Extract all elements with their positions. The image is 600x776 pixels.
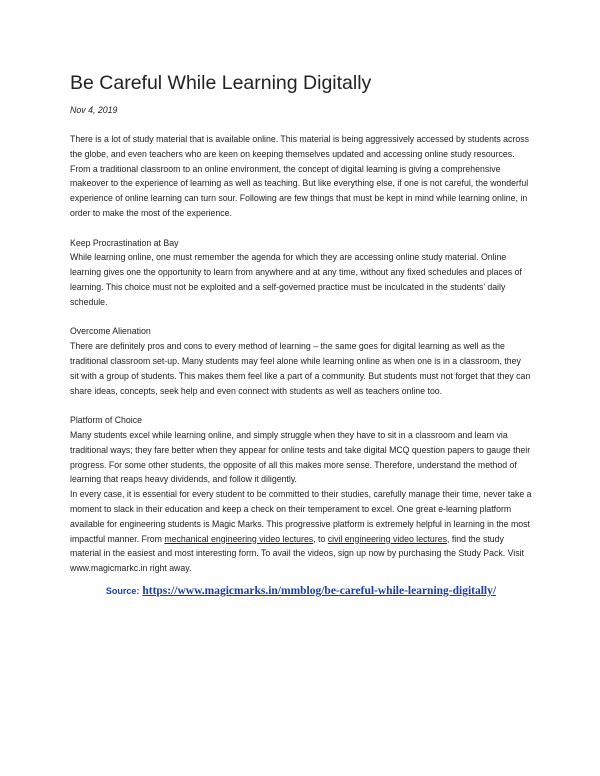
source-line (100, 585, 502, 597)
article-title: Be Careful While Learning Digitally (70, 72, 372, 94)
section-text-alienation: There are definitely pros and cons to every method of learning – the same goes for digital learning as well as the traditional classroom set-up. Many students may feel alone while learning online as when one is in a classroom, they sit with a group of students. This makes them feel like a part of a community. But students must not forget that they can share ideas, concepts, seek help and even connect with students as well as teachers online too. (70, 341, 531, 396)
civil-lectures-link[interactable]: civil engineering video lectures (327, 533, 447, 544)
section-heading-platform: Platform of Choice (70, 415, 142, 426)
section-text-platform: Many students excel while learning online, and simply struggle when they have to sit in a classroom and learn via traditional ways; they fare better when they appear for online tests and take digital MCQ question papers to gauge their progress. For some other students, the opposite of all this makes more sense. Therefore, understand the method of learning that reaps heavy dividends, and follow it diligently. (70, 429, 531, 485)
intro-paragraph: There is a lot of study material that is available online. This material is being aggressively accessed by students across the globe, and even teachers who are keen on keeping themselves updated and accessing online study resources. From a traditional classroom to an online environment, the concept of digital learning is giving a comprehensive makeover to the experience of learning as well as teaching. But like everything else, if one is not careful, the wonderful experience of online learning can turn sour. Following are few things that must be kept in mind while learning online, in order to make the most of the experience. (70, 134, 529, 218)
section-heading-procrastination: Keep Procrastination at Bay (70, 237, 179, 248)
article-date: Nov 4, 2019 (70, 105, 118, 115)
closing-text-before: In every case, it is essential for every student to be committed to their studies, carefully manage their time, never take a moment to slack in their education and keep a check on their temperament to excel. One great e-learning platform available for engineering students is Magic Marks. This progressive platform is extremely helpful in learning in the most impactful manner. From (70, 489, 532, 544)
closing-text-middle: , to (313, 533, 328, 544)
article-body (70, 132, 532, 576)
section-text-procrastination: While learning online, one must remember the agenda for which they are accessing online study material. Online learning gives one the opportunity to learn from anywhere and at any time, without any fixed schedules and places of learning. This choice must not be exploited and a self-governed practice must be inculcated in the students’ daily schedule. (70, 252, 522, 307)
source-link[interactable]: https://www.magicmarks.in/mmblog/be-careful-while-learning-digitally/ (142, 585, 497, 597)
closing-paragraph (70, 487, 532, 576)
closing-text-after: , find the study material in the easiest and most interesting form. To avail the videos, sign up now by purchasing the Study Pack. Visit www.magicmarkc.in right away. (70, 533, 524, 574)
section-heading-alienation: Overcome Alienation (70, 326, 151, 337)
mechanical-lectures-link[interactable]: mechanical engineering video lectures (164, 533, 314, 544)
source-label: Source: (105, 586, 140, 596)
